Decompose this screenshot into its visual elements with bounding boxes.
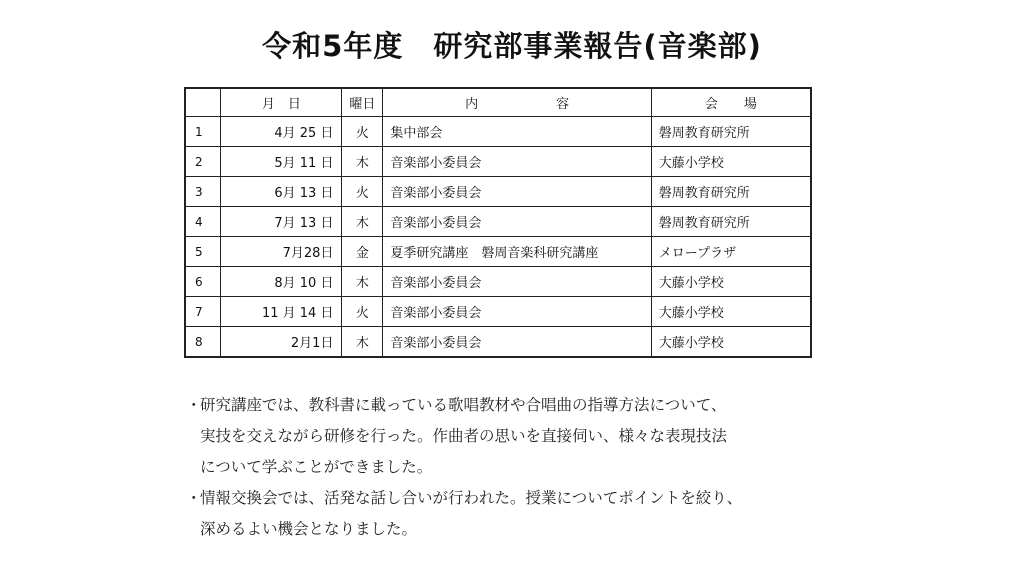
table-row bbox=[185, 237, 811, 267]
table-row bbox=[185, 117, 811, 147]
row-content: 音楽部小委員会 bbox=[383, 297, 651, 327]
row-day: 金 bbox=[342, 237, 383, 267]
row-no: 3 bbox=[185, 177, 221, 207]
report-notes bbox=[186, 390, 866, 545]
bullet-mark: ・ bbox=[186, 396, 202, 414]
table-row bbox=[185, 147, 811, 177]
row-date: 11 月 14 日 bbox=[221, 297, 342, 327]
page-title: 令和5年度 研究部事業報告(音楽部) bbox=[262, 29, 762, 63]
row-content: 集中部会 bbox=[383, 117, 651, 147]
header-venue: 会 場 bbox=[651, 88, 811, 117]
note-line: 研究講座では、教科書に載っている歌唱教材や合唱曲の指導方法について、 bbox=[200, 396, 727, 414]
table-header-row bbox=[185, 88, 811, 117]
note-line: 実技を交えながら研修を行った。作曲者の思いを直接伺い、様々な表現技法 bbox=[200, 427, 728, 445]
row-date: 5月 11 日 bbox=[221, 147, 342, 177]
note-line: 深めるよい機会となりました。 bbox=[200, 520, 418, 538]
row-date: 6月 13 日 bbox=[221, 177, 342, 207]
row-venue: 大藤小学校 bbox=[651, 147, 811, 177]
table-row bbox=[185, 267, 811, 297]
row-day: 木 bbox=[342, 327, 383, 358]
row-venue: 磐周教育研究所 bbox=[651, 177, 811, 207]
row-date: 8月 10 日 bbox=[221, 267, 342, 297]
row-day: 木 bbox=[342, 267, 383, 297]
row-content: 音楽部小委員会 bbox=[383, 327, 651, 358]
header-day: 曜日 bbox=[342, 88, 383, 117]
note-item bbox=[186, 483, 866, 545]
row-no: 7 bbox=[185, 297, 221, 327]
row-venue: 大藤小学校 bbox=[651, 267, 811, 297]
row-content: 音楽部小委員会 bbox=[383, 267, 651, 297]
table-row bbox=[185, 207, 811, 237]
row-date: 2月1日 bbox=[221, 327, 342, 358]
row-day: 火 bbox=[342, 117, 383, 147]
row-venue: 大藤小学校 bbox=[651, 297, 811, 327]
row-no: 1 bbox=[185, 117, 221, 147]
row-day: 木 bbox=[342, 207, 383, 237]
row-no: 2 bbox=[185, 147, 221, 177]
row-no: 6 bbox=[185, 267, 221, 297]
row-date: 7月28日 bbox=[221, 237, 342, 267]
table-row bbox=[185, 177, 811, 207]
row-date: 4月 25 日 bbox=[221, 117, 342, 147]
table-row bbox=[185, 297, 811, 327]
header-no bbox=[185, 88, 221, 117]
row-venue: 磐周教育研究所 bbox=[651, 117, 811, 147]
row-content: 音楽部小委員会 bbox=[383, 177, 651, 207]
row-venue: メロープラザ bbox=[651, 237, 811, 267]
row-day: 火 bbox=[342, 177, 383, 207]
row-date: 7月 13 日 bbox=[221, 207, 342, 237]
row-content: 音楽部小委員会 bbox=[383, 147, 651, 177]
row-no: 8 bbox=[185, 327, 221, 358]
row-day: 木 bbox=[342, 147, 383, 177]
bullet-mark: ・ bbox=[186, 489, 202, 507]
row-content: 音楽部小委員会 bbox=[383, 207, 651, 237]
note-item bbox=[186, 390, 866, 483]
schedule-table bbox=[184, 87, 812, 358]
row-venue: 大藤小学校 bbox=[651, 327, 811, 358]
row-day: 火 bbox=[342, 297, 383, 327]
row-venue: 磐周教育研究所 bbox=[651, 207, 811, 237]
header-date: 月 日 bbox=[221, 88, 342, 117]
note-line: 情報交換会では、活発な話し合いが行われた。授業についてポイントを絞り、 bbox=[200, 489, 743, 507]
row-no: 5 bbox=[185, 237, 221, 267]
header-content: 内 容 bbox=[383, 88, 651, 117]
row-content: 夏季研究講座 磐周音楽科研究講座 bbox=[383, 237, 651, 267]
note-line: について学ぶことができました。 bbox=[200, 458, 433, 476]
table-row bbox=[185, 327, 811, 358]
row-no: 4 bbox=[185, 207, 221, 237]
